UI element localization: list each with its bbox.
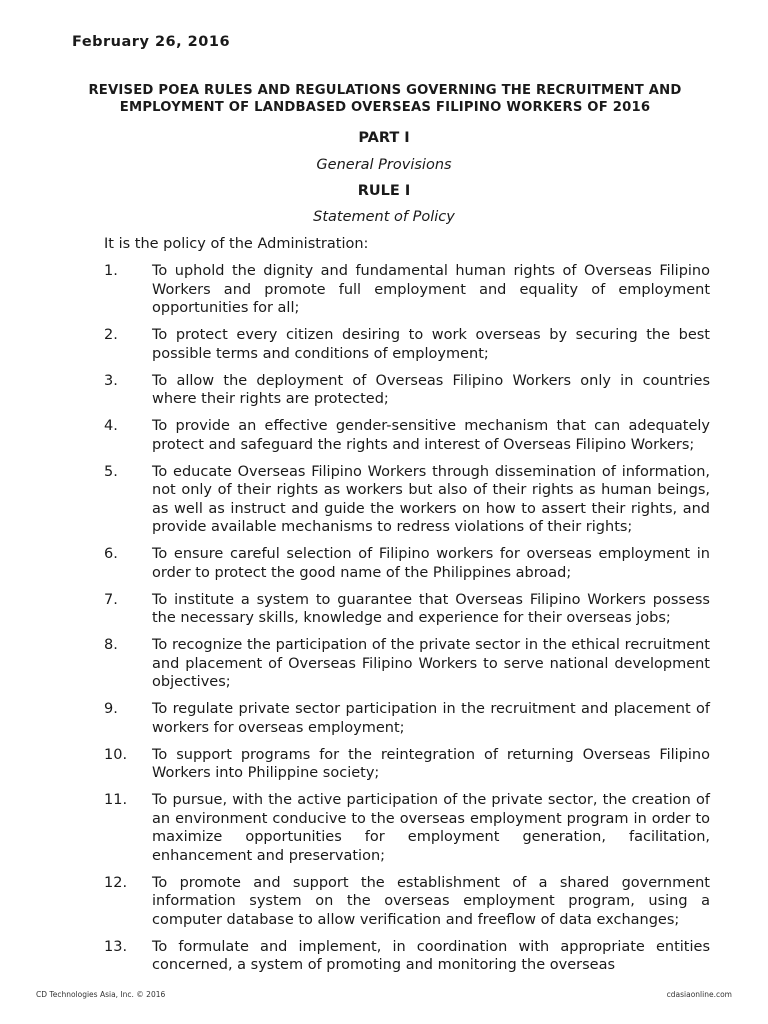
item-number: 13. <box>104 938 128 955</box>
footer-copyright: CD Technologies Asia, Inc. © 2016 <box>36 990 166 999</box>
part-title: General Provisions <box>316 157 452 173</box>
item-number: 3. <box>104 372 118 389</box>
item-number: 9. <box>104 701 118 717</box>
item-text: To pursue, with the active participation of the private sector, the creation of an environment conducive to the overseas employment program in order to maximize opportunities for employment generation, facilitation, enhancement and preservation; <box>152 792 710 864</box>
rule-title: Statement of Policy <box>313 209 455 225</box>
item-number: 2. <box>104 327 118 343</box>
item-number: 10. <box>104 746 128 763</box>
item-number: 1. <box>104 263 118 279</box>
policy-item <box>104 463 710 537</box>
item-text: To regulate private sector participation in the recruitment and placement of workers for overseas employment; <box>152 701 710 736</box>
item-text: To formulate and implement, in coordination with appropriate entities concerned, a system of promoting and monitoring the overseas <box>152 938 710 973</box>
item-number: 5. <box>104 463 118 480</box>
footer-site: cdasiaonline.com <box>666 990 732 999</box>
policy-item <box>104 636 710 692</box>
item-number: 8. <box>104 637 118 653</box>
item-text: To educate Overseas Filipino Workers through dissemination of information, not only of their rights as workers but also of their rights as human beings, as well as instruct and guide the workers on how to assert their rights, and provide available mechanisms to redress violations of their rights; <box>152 463 710 535</box>
policy-item <box>104 591 710 628</box>
item-text: To promote and support the establishment of a shared government information system on the overseas employment program, using a computer database to allow verification and freeflow of data exchanges; <box>152 874 710 928</box>
policy-item <box>104 417 710 454</box>
item-text: To allow the deployment of Overseas Filipino Workers only in countries where their rights are protected; <box>152 372 710 407</box>
part-label: PART I <box>358 130 410 146</box>
policy-item <box>104 791 710 865</box>
item-text: To institute a system to guarantee that Overseas Filipino Workers possess the necessary skills, knowledge and experience for their overseas jobs; <box>152 591 710 626</box>
policy-item <box>104 700 710 737</box>
item-text: To protect every citizen desiring to work overseas by securing the best possible terms and conditions of employment; <box>152 327 710 362</box>
rule-label: RULE I <box>357 183 411 199</box>
policy-item <box>104 326 710 363</box>
policy-item <box>104 938 710 975</box>
item-text: To provide an effective gender-sensitive mechanism that can adequately protect and safeguard the rights and interest of Overseas Filipino Workers; <box>152 418 710 453</box>
policy-intro: It is the policy of the Administration: <box>104 236 369 252</box>
document-date: February 26, 2016 <box>72 34 231 50</box>
policy-item <box>104 874 710 930</box>
item-text: To uphold the dignity and fundamental human rights of Overseas Filipino Workers and promote full employment and equality of employment opportunities for all; <box>152 263 710 316</box>
item-text: To support programs for the reintegration of returning Overseas Filipino Workers into Philippine society; <box>152 746 710 781</box>
item-number: 6. <box>104 546 118 562</box>
item-number: 7. <box>104 591 118 608</box>
item-text: To ensure careful selection of Filipino workers for overseas employment in order to protect the good name of the Philippines abroad; <box>152 546 710 581</box>
document-title: REVISED POEA RULES AND REGULATIONS GOVERNING THE RECRUITMENT AND EMPLOYMENT OF LANDBASED OVERSEAS FILIPINO WORKERS OF 2016 <box>88 83 682 115</box>
policy-item <box>104 545 710 582</box>
policy-item <box>104 262 710 318</box>
policy-item <box>104 746 710 783</box>
item-number: 4. <box>104 418 118 434</box>
policy-item <box>104 372 710 409</box>
item-text: To recognize the participation of the private sector in the ethical recruitment and placement of Overseas Filipino Workers to serve national development objectives; <box>152 637 710 690</box>
policy-list <box>104 262 710 983</box>
item-number: 12. <box>104 874 128 891</box>
item-number: 11. <box>104 792 128 808</box>
